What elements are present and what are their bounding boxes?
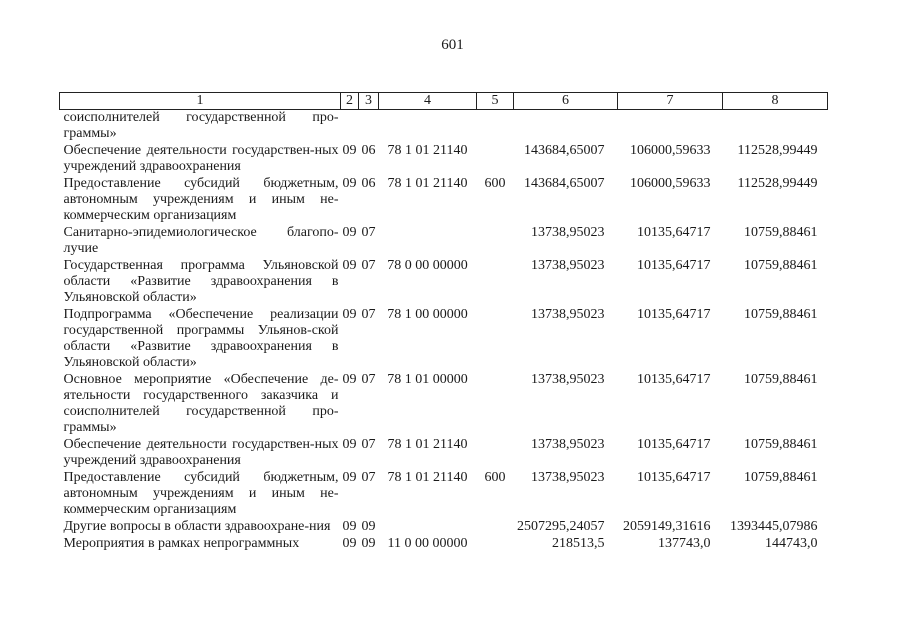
target-article-cell bbox=[379, 519, 477, 536]
expense-type-cell bbox=[477, 536, 514, 553]
row-name-cell: Предоставление субсидий бюджетным, автономным учреждениям и иным не-коммерческим организациям bbox=[63, 176, 339, 223]
amount-col-8-cell: 10759,88461 bbox=[744, 470, 818, 485]
section-code-cell bbox=[341, 110, 359, 144]
amount-col-7-cell: 10135,64717 bbox=[637, 307, 711, 322]
subsection-code-cell: 07 bbox=[361, 225, 376, 240]
subsection-code-cell: 07 bbox=[361, 470, 376, 485]
header-col-1: 1 bbox=[60, 93, 341, 110]
target-article-cell: 78 1 01 21140 bbox=[387, 143, 468, 158]
section-code-cell: 09 bbox=[342, 225, 357, 240]
amount-col-7-cell: 137743,0 bbox=[658, 536, 711, 551]
amount-col-8-cell: 1393445,07986 bbox=[730, 519, 818, 534]
amount-col-8-cell: 112528,99449 bbox=[737, 143, 818, 158]
expense-type-cell bbox=[477, 258, 514, 307]
section-code-cell: 09 bbox=[342, 519, 357, 534]
subsection-code-cell: 06 bbox=[361, 176, 376, 191]
row-name-cell: Предоставление субсидий бюджетным, автономным учреждениям и иным не-коммерческим организациям bbox=[63, 470, 339, 517]
budget-table bbox=[59, 92, 828, 553]
amount-col-8-cell: 10759,88461 bbox=[744, 258, 818, 273]
table-body bbox=[60, 110, 828, 554]
amount-col-7-cell: 106000,59633 bbox=[630, 143, 711, 158]
row-name-cell: Государственная программа Ульяновской области «Развитие здравоохранения в Ульяновской области» bbox=[63, 258, 339, 305]
amount-col-8-cell: 10759,88461 bbox=[744, 372, 818, 387]
amount-col-8-cell: 144743,0 bbox=[765, 536, 818, 551]
amount-col-7-cell bbox=[618, 110, 723, 144]
row-name-cell: соисполнителей государственной про-граммы» bbox=[63, 110, 339, 141]
header-col-6: 6 bbox=[514, 93, 618, 110]
amount-col-6-cell: 2507295,24057 bbox=[517, 519, 605, 534]
section-code-cell: 09 bbox=[342, 437, 357, 452]
expense-type-cell bbox=[477, 225, 514, 258]
section-code-cell: 09 bbox=[342, 372, 357, 387]
table-header-row bbox=[60, 93, 828, 110]
amount-col-6-cell: 13738,95023 bbox=[531, 470, 605, 485]
table-row bbox=[60, 437, 828, 470]
amount-col-7-cell: 10135,64717 bbox=[637, 372, 711, 387]
amount-col-6-cell: 13738,95023 bbox=[531, 372, 605, 387]
table-row bbox=[60, 176, 828, 225]
amount-col-6-cell: 143684,65007 bbox=[524, 176, 605, 191]
header-col-3: 3 bbox=[359, 93, 379, 110]
row-name-cell: Подпрограмма «Обеспечение реализации государственной программы Ульянов-ской области «Развитие здравоохранения в Ульяновской области» bbox=[63, 307, 339, 370]
subsection-code-cell: 07 bbox=[361, 437, 376, 452]
amount-col-7-cell: 106000,59633 bbox=[630, 176, 711, 191]
page-number: 601 bbox=[441, 37, 464, 53]
amount-col-6-cell: 218513,5 bbox=[552, 536, 605, 551]
target-article-cell: 78 1 00 00000 bbox=[387, 307, 468, 322]
table-row bbox=[60, 519, 828, 536]
table-row bbox=[60, 372, 828, 437]
section-code-cell: 09 bbox=[342, 470, 357, 485]
target-article-cell: 78 1 01 21140 bbox=[387, 176, 468, 191]
header-col-8: 8 bbox=[723, 93, 828, 110]
table-row bbox=[60, 110, 828, 144]
subsection-code-cell: 07 bbox=[361, 372, 376, 387]
amount-col-8-cell bbox=[723, 110, 828, 144]
subsection-code-cell: 06 bbox=[361, 143, 376, 158]
table-header bbox=[60, 93, 828, 110]
expense-type-cell bbox=[477, 307, 514, 372]
amount-col-6-cell: 143684,65007 bbox=[524, 143, 605, 158]
row-name-cell: Мероприятия в рамках непрограммных bbox=[63, 536, 300, 551]
row-name-cell: Обеспечение деятельности государствен-ных учреждений здравоохранения bbox=[63, 143, 339, 174]
target-article-cell bbox=[379, 225, 477, 258]
amount-col-7-cell: 10135,64717 bbox=[637, 437, 711, 452]
subsection-code-cell bbox=[359, 110, 379, 144]
header-col-5: 5 bbox=[477, 93, 514, 110]
expense-type-cell: 600 bbox=[484, 470, 506, 485]
section-code-cell: 09 bbox=[342, 536, 357, 551]
table-row bbox=[60, 258, 828, 307]
expense-type-cell bbox=[477, 143, 514, 176]
subsection-code-cell: 09 bbox=[361, 519, 376, 534]
expense-type-cell bbox=[477, 437, 514, 470]
row-name-cell: Другие вопросы в области здравоохране-ния bbox=[63, 519, 331, 534]
section-code-cell: 09 bbox=[342, 176, 357, 191]
target-article-cell: 78 1 01 21140 bbox=[387, 437, 468, 452]
header-col-7: 7 bbox=[618, 93, 723, 110]
amount-col-6-cell: 13738,95023 bbox=[531, 258, 605, 273]
target-article-cell: 78 0 00 00000 bbox=[387, 258, 468, 273]
amount-col-7-cell: 10135,64717 bbox=[637, 470, 711, 485]
amount-col-7-cell: 10135,64717 bbox=[637, 225, 711, 240]
section-code-cell: 09 bbox=[342, 143, 357, 158]
amount-col-8-cell: 10759,88461 bbox=[744, 307, 818, 322]
expense-type-cell: 600 bbox=[484, 176, 506, 191]
row-name-cell: Санитарно-эпидемиологическое благопо-лучие bbox=[63, 225, 339, 256]
amount-col-7-cell: 2059149,31616 bbox=[623, 519, 711, 534]
amount-col-6-cell: 13738,95023 bbox=[531, 225, 605, 240]
subsection-code-cell: 09 bbox=[361, 536, 376, 551]
row-name-cell: Обеспечение деятельности государствен-ных учреждений здравоохранения bbox=[63, 437, 339, 468]
expense-type-cell bbox=[477, 519, 514, 536]
amount-col-6-cell: 13738,95023 bbox=[531, 307, 605, 322]
table-row bbox=[60, 536, 828, 553]
subsection-code-cell: 07 bbox=[361, 307, 376, 322]
header-col-2: 2 bbox=[341, 93, 359, 110]
subsection-code-cell: 07 bbox=[361, 258, 376, 273]
target-article-cell: 78 1 01 21140 bbox=[387, 470, 468, 485]
amount-col-6-cell bbox=[514, 110, 618, 144]
expense-type-cell bbox=[477, 110, 514, 144]
target-article-cell: 78 1 01 00000 bbox=[387, 372, 468, 387]
section-code-cell: 09 bbox=[342, 307, 357, 322]
amount-col-8-cell: 112528,99449 bbox=[737, 176, 818, 191]
amount-col-6-cell: 13738,95023 bbox=[531, 437, 605, 452]
amount-col-8-cell: 10759,88461 bbox=[744, 437, 818, 452]
row-name-cell: Основное мероприятие «Обеспечение де-ятельности государственного заказчика и соисполнителей государственной про-граммы» bbox=[63, 372, 339, 435]
table-row bbox=[60, 143, 828, 176]
amount-col-7-cell: 10135,64717 bbox=[637, 258, 711, 273]
table-row bbox=[60, 225, 828, 258]
table-row bbox=[60, 307, 828, 372]
section-code-cell: 09 bbox=[342, 258, 357, 273]
target-article-cell bbox=[379, 110, 477, 144]
header-col-4: 4 bbox=[379, 93, 477, 110]
amount-col-8-cell: 10759,88461 bbox=[744, 225, 818, 240]
expense-type-cell bbox=[477, 372, 514, 437]
table-row bbox=[60, 470, 828, 519]
target-article-cell: 11 0 00 00000 bbox=[387, 536, 468, 551]
